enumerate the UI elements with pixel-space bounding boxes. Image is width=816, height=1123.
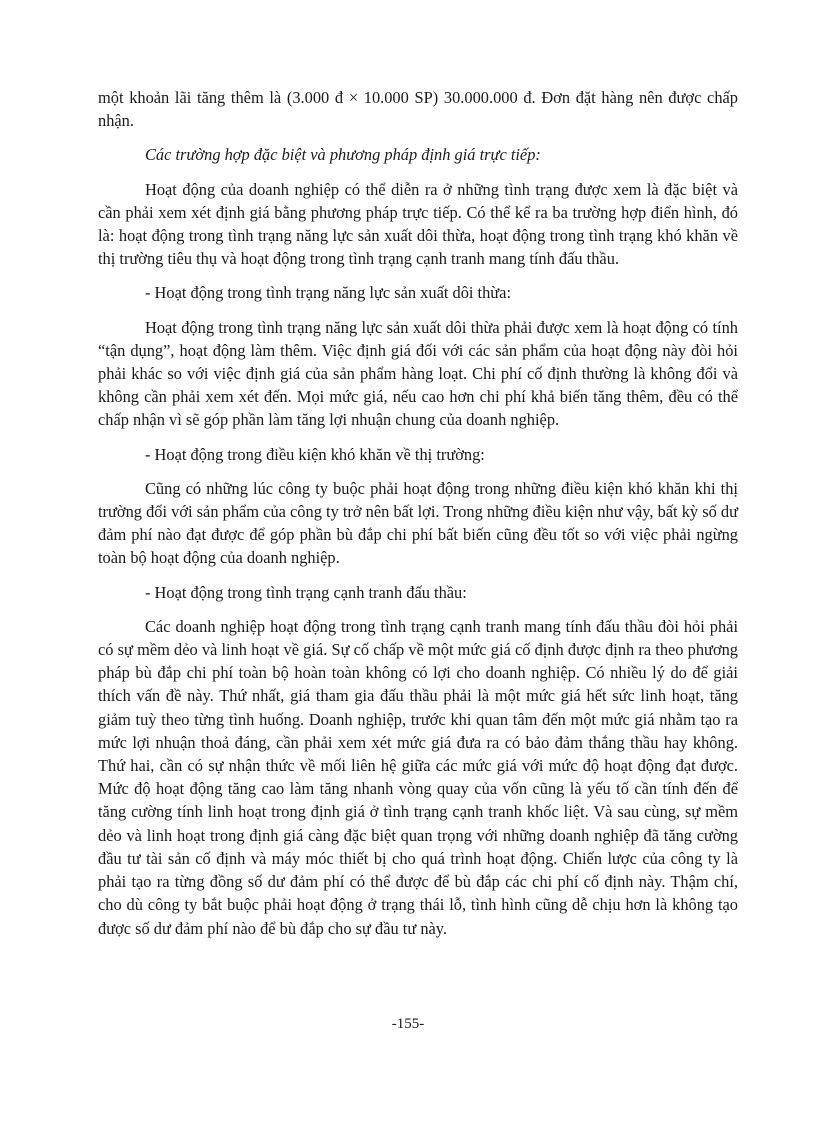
section-heading: Các trường hợp đặc biệt và phương pháp định giá trực tiếp: bbox=[145, 145, 541, 165]
document-body bbox=[98, 86, 738, 951]
subheading-market-difficulty: - Hoạt động trong điều kiện khó khăn về thị trường: bbox=[145, 444, 485, 464]
paragraph-competitive-bidding: Các doanh nghiệp hoạt động trong tình trạng cạnh tranh mang tính đấu thầu đòi hỏi phải có sự mềm dẻo và linh hoạt về giá. Sự cố chấp về một mức giá cố định được định ra theo phương pháp bù đắp chi phí toàn bộ hoàn toàn không có lợi cho doanh nghiệp. Có nhiều lý do để giải thích vấn đề này. Thứ nhất, giá tham gia đấu thầu phải là một mức giá hết sức linh hoạt, tăng giảm tuỳ theo từng tình huống. Doanh nghiệp, trước khi quan tâm đến một mức giá nhằm tạo ra mức lợi nhuận thoả đáng, cần phải xem xét mức giá đưa ra có bảo đảm thắng thầu hay không. Thứ hai, cần có sự nhận thức về mối liên hệ giữa các mức giá với mức độ hoạt động đạt được. Mức độ hoạt động tăng cao làm tăng nhanh vòng quay của vốn cũng là yếu tố cần tính đến để tăng cường tính linh hoạt trong định giá ở tình trạng cạnh tranh khốc liệt. Và sau cùng, sự mềm dẻo và linh hoạt trong định giá càng đặc biệt quan trọng với những doanh nghiệp đã tăng cường đầu tư tài sản cố định và máy móc thiết bị cho quá trình hoạt động. Chiến lược của công ty là phải tạo ra từng đồng số dư đảm phí có thể được để bù đắp các chi phí cố định này. Thậm chí, cho dù công ty bắt buộc phải hoạt động ở trạng thái lỗ, tình hình cũng dễ chịu hơn là không tạo được số dư đảm phí nào để bù đắp cho sự đầu tư này. bbox=[98, 616, 738, 938]
subheading-excess-capacity: - Hoạt động trong tình trạng năng lực sản xuất dôi thừa: bbox=[145, 283, 511, 303]
paragraph-excess-capacity: Hoạt động trong tình trạng năng lực sản xuất dôi thừa phải được xem là hoạt động có tính “tận dụng”, hoạt động làm thêm. Việc định giá đối với các sản phẩm của hoạt động này đòi hỏi phải khác so với việc định giá của sản phẩm hàng loạt. Chi phí cố định thường là không đổi và không cần phải xem xét đến. Mọi mức giá, nếu cao hơn chi phí khả biến tăng thêm, đều có thể chấp nhận vì sẽ góp phần làm tăng lợi nhuận chung của doanh nghiệp. bbox=[98, 317, 738, 430]
paragraph-continuation: một khoản lãi tăng thêm là (3.000 đ × 10.000 SP) 30.000.000 đ. Đơn đặt hàng nên được chấp nhận. bbox=[98, 88, 738, 131]
paragraph-market-difficulty: Cũng có những lúc công ty buộc phải hoạt động trong những điều kiện khó khăn khi thị trường đối với sản phẩm của công ty trở nên bất lợi. Trong những điều kiện như vậy, bất kỳ số dư đảm phí nào đạt được để góp phần bù đắp chi phí bất biến cũng đều tốt so với việc phải ngừng toàn bộ hoạt động của doanh nghiệp. bbox=[98, 478, 738, 568]
paragraph-intro: Hoạt động của doanh nghiệp có thể diễn ra ở những tình trạng được xem là đặc biệt và cần phải xem xét định giá bằng phương pháp trực tiếp. Có thể kể ra ba trường hợp điển hình, đó là: hoạt động trong tình trạng năng lực sản xuất dôi thừa, hoạt động trong tình trạng khó khăn về thị trường tiêu thụ và hoạt động trong tình trạng cạnh tranh mang tính đấu thầu. bbox=[98, 179, 738, 269]
subheading-competitive-bidding: - Hoạt động trong tình trạng cạnh tranh đấu thầu: bbox=[145, 582, 467, 602]
page-number: -155- bbox=[391, 1016, 425, 1032]
